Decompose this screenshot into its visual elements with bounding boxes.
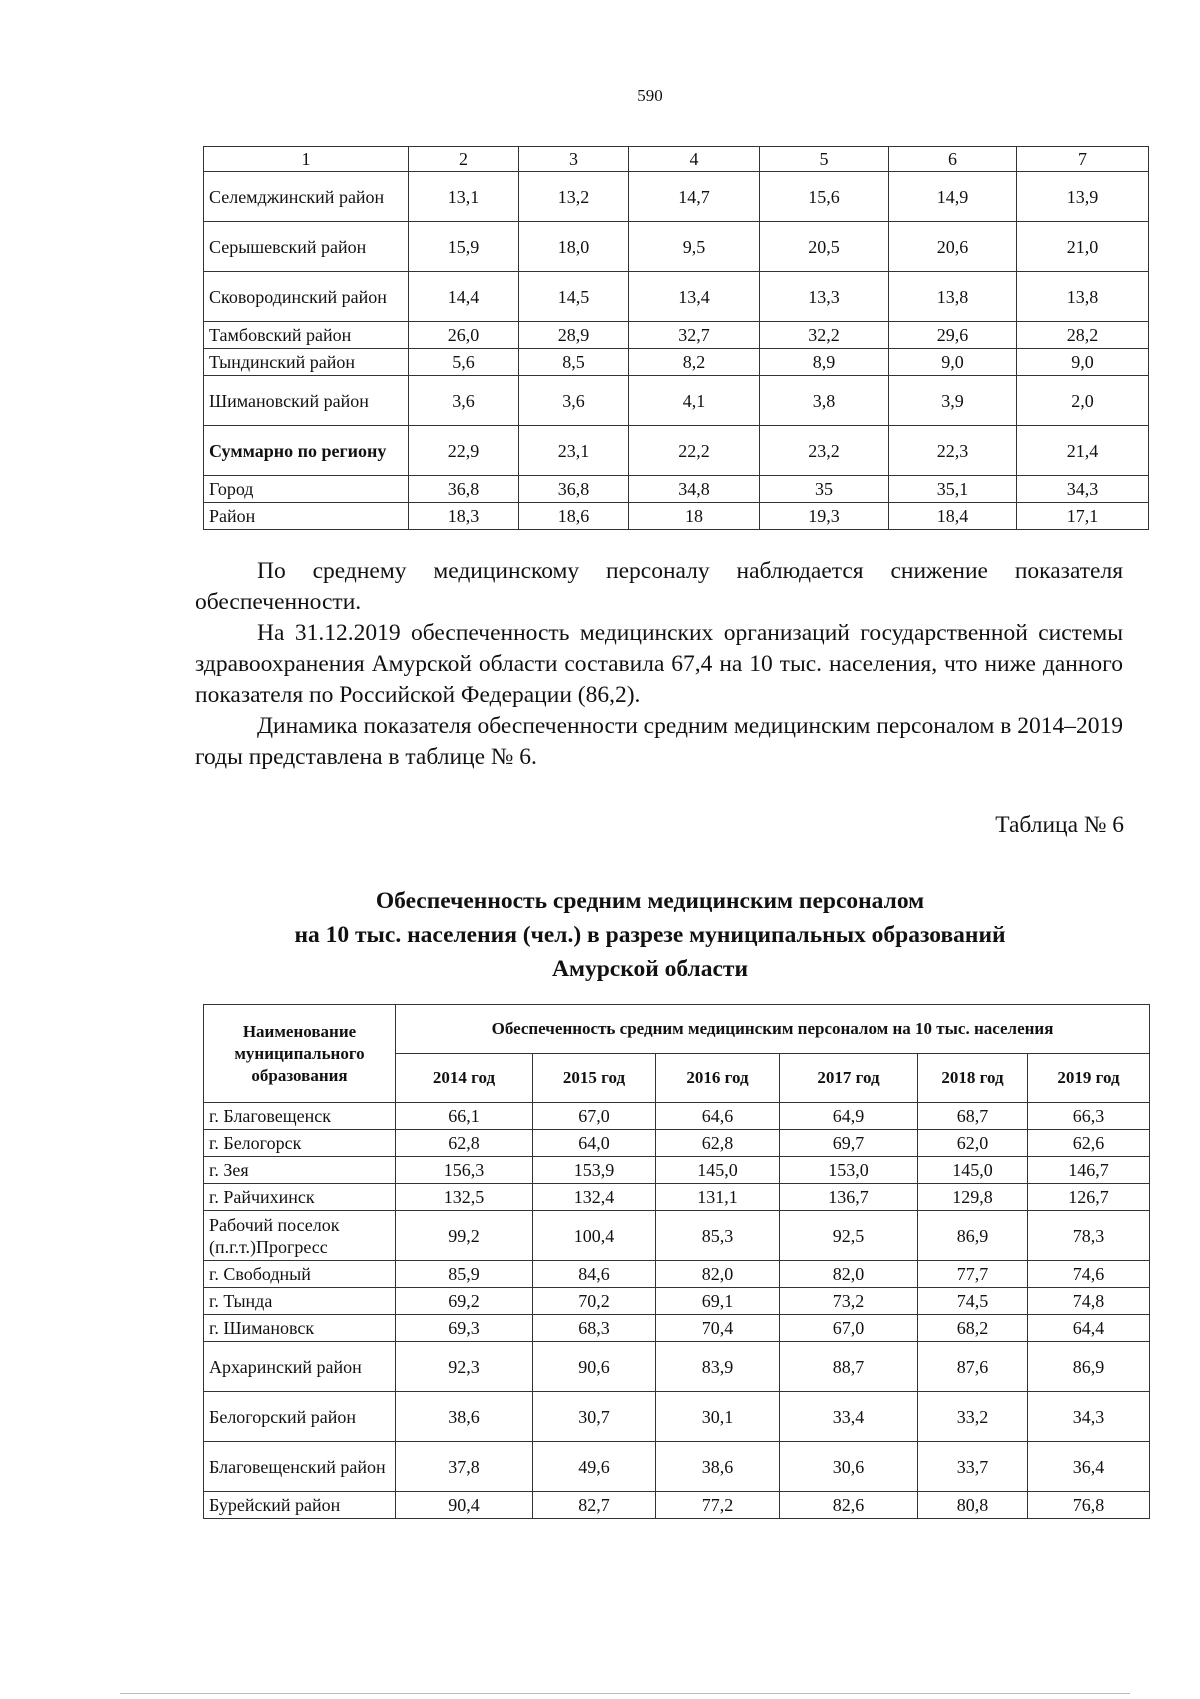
cell-value: 82,0 (656, 1261, 780, 1288)
cell-value: 49,6 (533, 1442, 656, 1492)
cell-value: 62,6 (1028, 1130, 1150, 1157)
row-name: Архаринский район (204, 1342, 396, 1392)
cell-value: 64,0 (533, 1130, 656, 1157)
cell-value: 84,6 (533, 1261, 656, 1288)
cell-value: 86,9 (1028, 1342, 1150, 1392)
cell-value: 8,5 (519, 349, 629, 376)
table-row-total (204, 426, 1149, 476)
column-number: 2 (409, 147, 519, 172)
cell-value: 9,0 (889, 349, 1017, 376)
row-name: г. Благовещенск (204, 1103, 396, 1130)
cell-value: 69,2 (396, 1288, 533, 1315)
cell-value: 13,2 (519, 172, 629, 222)
cell-value: 88,7 (780, 1342, 918, 1392)
table-row (204, 1315, 1150, 1342)
name-column-header: Наименование муниципального образования (204, 1005, 396, 1103)
row-name: Серышевский район (204, 222, 409, 272)
cell-value: 66,1 (396, 1103, 533, 1130)
row-name: г. Райчихинск (204, 1184, 396, 1211)
table-row (204, 1211, 1150, 1261)
table-row (204, 222, 1149, 272)
cell-value: 36,4 (1028, 1442, 1150, 1492)
cell-value: 13,8 (1017, 272, 1149, 322)
cell-value: 22,2 (629, 426, 760, 476)
table-title-line: Амурской области (552, 956, 748, 982)
cell-value: 131,1 (656, 1184, 780, 1211)
column-number: 4 (629, 147, 760, 172)
cell-value: 74,5 (918, 1288, 1028, 1315)
cell-value: 68,3 (533, 1315, 656, 1342)
cell-value: 21,4 (1017, 426, 1149, 476)
cell-value: 30,1 (656, 1392, 780, 1442)
table-row (204, 322, 1149, 349)
cell-value: 35,1 (889, 476, 1017, 503)
continuation-table (203, 146, 1149, 530)
page-number: 590 (637, 86, 663, 105)
cell-value: 70,4 (656, 1315, 780, 1342)
cell-value: 13,9 (1017, 172, 1149, 222)
table-row (204, 1157, 1150, 1184)
cell-value: 67,0 (533, 1103, 656, 1130)
table-row (204, 1130, 1150, 1157)
year-column-header: 2014 год (396, 1054, 533, 1103)
row-name: Сковородинский район (204, 272, 409, 322)
cell-value: 132,4 (533, 1184, 656, 1211)
cell-value: 15,6 (760, 172, 889, 222)
table-header-row (204, 147, 1149, 172)
cell-value: 33,4 (780, 1392, 918, 1442)
row-name: Город (204, 476, 409, 503)
cell-value: 17,1 (1017, 503, 1149, 530)
table-row (204, 1184, 1150, 1211)
cell-value: 38,6 (396, 1392, 533, 1442)
cell-value: 156,3 (396, 1157, 533, 1184)
table-row (204, 503, 1149, 530)
cell-value: 22,9 (409, 426, 519, 476)
row-name: Рабочий поселок (п.г.т.)Прогресс (204, 1211, 396, 1261)
table-row (204, 349, 1149, 376)
column-number: 1 (204, 147, 409, 172)
cell-value: 85,9 (396, 1261, 533, 1288)
cell-value: 15,9 (409, 222, 519, 272)
year-column-header: 2017 год (780, 1054, 918, 1103)
table-row (204, 1261, 1150, 1288)
cell-value: 73,2 (780, 1288, 918, 1315)
cell-value: 20,6 (889, 222, 1017, 272)
cell-value: 92,5 (780, 1211, 918, 1261)
cell-value: 126,7 (1028, 1184, 1150, 1211)
cell-value: 80,8 (918, 1492, 1028, 1519)
cell-value: 3,6 (519, 376, 629, 426)
cell-value: 82,6 (780, 1492, 918, 1519)
cell-value: 30,7 (533, 1392, 656, 1442)
cell-value: 129,8 (918, 1184, 1028, 1211)
row-name: Селемджинский район (204, 172, 409, 222)
cell-value: 23,2 (760, 426, 889, 476)
cell-value: 82,0 (780, 1261, 918, 1288)
cell-value: 145,0 (918, 1157, 1028, 1184)
table-row (204, 1342, 1150, 1392)
cell-value: 21,0 (1017, 222, 1149, 272)
table-title-line: Обеспеченность средним медицинским персоналом (375, 888, 925, 914)
row-name: Суммарно по региону (204, 426, 409, 476)
cell-value: 36,8 (409, 476, 519, 503)
cell-value: 14,9 (889, 172, 1017, 222)
year-column-header: 2015 год (533, 1054, 656, 1103)
cell-value: 100,4 (533, 1211, 656, 1261)
cell-value: 136,7 (780, 1184, 918, 1211)
row-name: г. Свободный (204, 1261, 396, 1288)
cell-value: 18,6 (519, 503, 629, 530)
cell-value: 36,8 (519, 476, 629, 503)
cell-value: 22,3 (889, 426, 1017, 476)
row-name: г. Зея (204, 1157, 396, 1184)
cell-value: 66,3 (1028, 1103, 1150, 1130)
cell-value: 76,8 (1028, 1492, 1150, 1519)
column-number: 6 (889, 147, 1017, 172)
table-row (204, 1103, 1150, 1130)
cell-value: 14,5 (519, 272, 629, 322)
cell-value: 85,3 (656, 1211, 780, 1261)
cell-value: 68,2 (918, 1315, 1028, 1342)
cell-value: 18 (629, 503, 760, 530)
cell-value: 28,9 (519, 322, 629, 349)
cell-value: 3,6 (409, 376, 519, 426)
cell-value: 99,2 (396, 1211, 533, 1261)
table-row (204, 476, 1149, 503)
table-header-row (204, 1005, 1150, 1054)
cell-value: 145,0 (656, 1157, 780, 1184)
cell-value: 69,3 (396, 1315, 533, 1342)
table-row (204, 172, 1149, 222)
cell-value: 14,4 (409, 272, 519, 322)
cell-value: 64,6 (656, 1103, 780, 1130)
row-name: Бурейский район (204, 1492, 396, 1519)
cell-value: 92,3 (396, 1342, 533, 1392)
row-name: Благовещенский район (204, 1442, 396, 1492)
cell-value: 77,7 (918, 1261, 1028, 1288)
cell-value: 13,3 (760, 272, 889, 322)
paragraph: Динамика показателя обеспеченности средним медицинским персоналом в 2014–2019 годы представлена в таблице № 6. (195, 713, 1123, 770)
body-text (195, 556, 1123, 773)
cell-value: 83,9 (656, 1342, 780, 1392)
table-row (204, 1392, 1150, 1442)
column-number: 7 (1017, 147, 1149, 172)
cell-value: 62,0 (918, 1130, 1028, 1157)
cell-value: 90,6 (533, 1342, 656, 1392)
cell-value: 3,9 (889, 376, 1017, 426)
cell-value: 14,7 (629, 172, 760, 222)
group-column-header: Обеспеченность средним медицинским персоналом на 10 тыс. населения (396, 1005, 1150, 1054)
cell-value: 3,8 (760, 376, 889, 426)
cell-value: 13,1 (409, 172, 519, 222)
cell-value: 153,9 (533, 1157, 656, 1184)
column-number: 5 (760, 147, 889, 172)
cell-value: 18,0 (519, 222, 629, 272)
table-row (204, 1492, 1150, 1519)
cell-value: 62,8 (396, 1130, 533, 1157)
staffing-table (203, 1004, 1150, 1519)
year-column-header: 2018 год (918, 1054, 1028, 1103)
cell-value: 23,1 (519, 426, 629, 476)
row-name: г. Тында (204, 1288, 396, 1315)
cell-value: 33,2 (918, 1392, 1028, 1442)
cell-value: 90,4 (396, 1492, 533, 1519)
table-row (204, 1288, 1150, 1315)
table-title-line: на 10 тыс. населения (чел.) в разрезе муниципальных образований (294, 922, 1006, 948)
cell-value: 64,4 (1028, 1315, 1150, 1342)
cell-value: 78,3 (1028, 1211, 1150, 1261)
cell-value: 67,0 (780, 1315, 918, 1342)
cell-value: 32,7 (629, 322, 760, 349)
cell-value: 34,8 (629, 476, 760, 503)
cell-value: 37,8 (396, 1442, 533, 1492)
row-name: Тындинский район (204, 349, 409, 376)
table-row (204, 376, 1149, 426)
cell-value: 146,7 (1028, 1157, 1150, 1184)
cell-value: 153,0 (780, 1157, 918, 1184)
table-row (204, 272, 1149, 322)
cell-value: 34,3 (1017, 476, 1149, 503)
cell-value: 38,6 (656, 1442, 780, 1492)
cell-value: 70,2 (533, 1288, 656, 1315)
row-name: г. Шимановск (204, 1315, 396, 1342)
cell-value: 18,3 (409, 503, 519, 530)
table-title (0, 884, 1200, 986)
column-number: 3 (519, 147, 629, 172)
cell-value: 8,9 (760, 349, 889, 376)
cell-value: 77,2 (656, 1492, 780, 1519)
cell-value: 74,6 (1028, 1261, 1150, 1288)
cell-value: 13,4 (629, 272, 760, 322)
cell-value: 34,3 (1028, 1392, 1150, 1442)
row-name: г. Белогорск (204, 1130, 396, 1157)
cell-value: 8,2 (629, 349, 760, 376)
cell-value: 28,2 (1017, 322, 1149, 349)
cell-value: 32,2 (760, 322, 889, 349)
cell-value: 30,6 (780, 1442, 918, 1492)
page-bottom-divider (120, 1693, 1130, 1694)
cell-value: 4,1 (629, 376, 760, 426)
cell-value: 19,3 (760, 503, 889, 530)
cell-value: 62,8 (656, 1130, 780, 1157)
cell-value: 18,4 (889, 503, 1017, 530)
row-name: Район (204, 503, 409, 530)
cell-value: 35 (760, 476, 889, 503)
table-row (204, 1442, 1150, 1492)
cell-value: 5,6 (409, 349, 519, 376)
year-column-header: 2019 год (1028, 1054, 1150, 1103)
row-name: Шимановский район (204, 376, 409, 426)
cell-value: 64,9 (780, 1103, 918, 1130)
cell-value: 69,1 (656, 1288, 780, 1315)
cell-value: 26,0 (409, 322, 519, 349)
paragraph: По среднему медицинскому персоналу наблюдается снижение показателя обеспеченности. (195, 558, 1123, 615)
table-label: Таблица № 6 (995, 812, 1124, 838)
cell-value: 132,5 (396, 1184, 533, 1211)
row-name: Тамбовский район (204, 322, 409, 349)
cell-value: 69,7 (780, 1130, 918, 1157)
cell-value: 87,6 (918, 1342, 1028, 1392)
cell-value: 68,7 (918, 1103, 1028, 1130)
cell-value: 74,8 (1028, 1288, 1150, 1315)
cell-value: 9,5 (629, 222, 760, 272)
row-name: Белогорский район (204, 1392, 396, 1442)
cell-value: 9,0 (1017, 349, 1149, 376)
paragraph: На 31.12.2019 обеспеченность медицинских организаций государственной системы здравоохранения Амурской области составила 67,4 на 10 тыс. населения, что ниже данного показателя по Российской Федерации (86,2). (195, 620, 1123, 708)
cell-value: 86,9 (918, 1211, 1028, 1261)
cell-value: 2,0 (1017, 376, 1149, 426)
cell-value: 13,8 (889, 272, 1017, 322)
year-column-header: 2016 год (656, 1054, 780, 1103)
cell-value: 33,7 (918, 1442, 1028, 1492)
cell-value: 20,5 (760, 222, 889, 272)
cell-value: 82,7 (533, 1492, 656, 1519)
cell-value: 29,6 (889, 322, 1017, 349)
